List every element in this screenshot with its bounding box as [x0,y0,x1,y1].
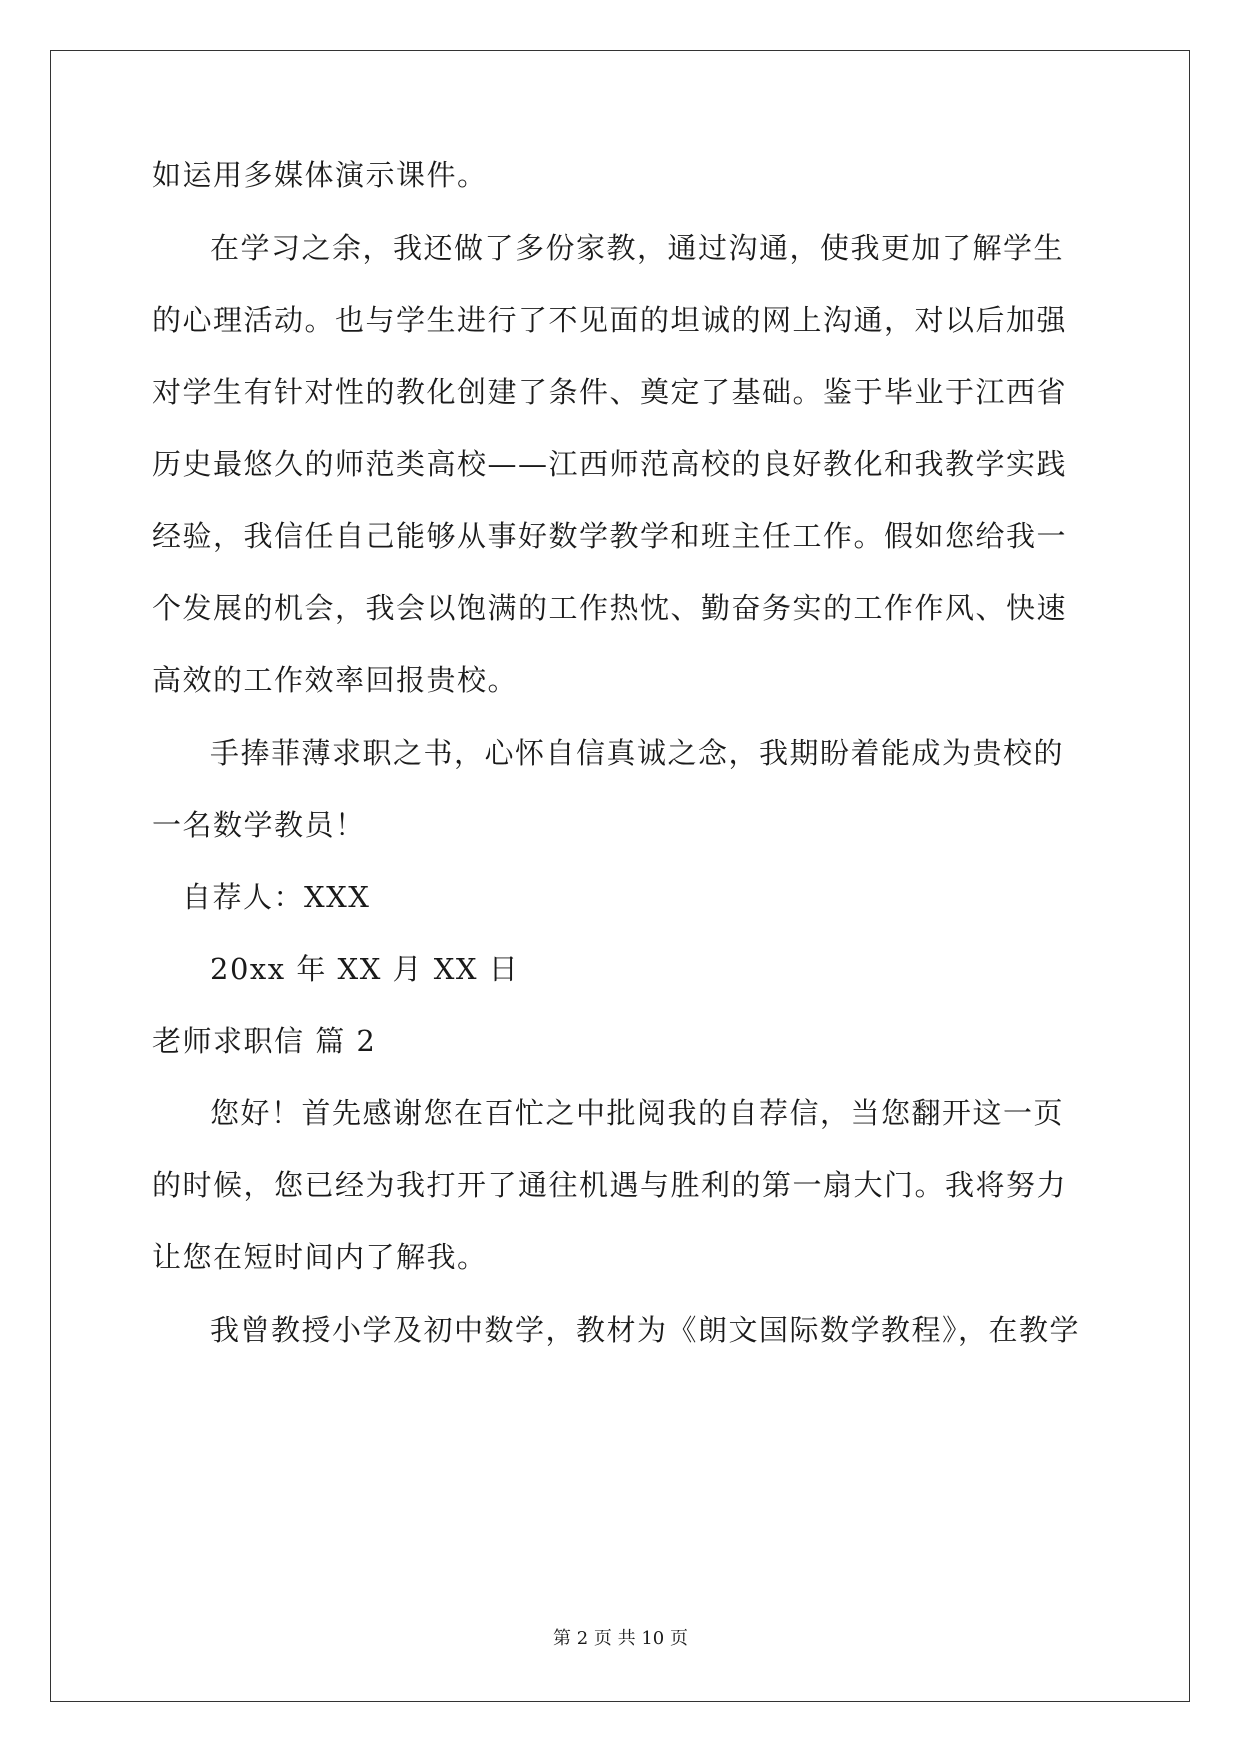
text-line: 您好！首先感谢您在百忙之中批阅我的自荐信，当您翻开这一页 [210,1096,1065,1130]
text-line: 的心理活动。也与学生进行了不见面的坦诚的网上沟通，对以后加强 [152,303,1068,337]
text-line: 历史最悠久的师范类高校——江西师范高校的良好教化和我教学实践 [152,447,1068,481]
page-border [50,50,1190,1702]
text-line: 经验，我信任自己能够从事好数学教学和班主任工作。假如您给我一 [152,519,1068,553]
signature-line: 自荐人：XXX [182,880,371,914]
text-line: 在学习之余，我还做了多份家教，通过沟通，使我更加了解学生 [210,231,1065,265]
text-line: 手捧菲薄求职之书，心怀自信真诚之念，我期盼着能成为贵校的 [210,736,1065,770]
text-line: 对学生有针对性的教化创建了条件、奠定了基础。鉴于毕业于江西省 [152,375,1068,409]
text-line: 一名数学教员！ [152,808,366,842]
page-number-footer: 第 2 页 共 10 页 [553,1628,688,1649]
section-heading: 老师求职信 篇 2 [152,1024,377,1058]
text-line: 高效的工作效率回报贵校。 [152,663,519,697]
date-line: 20xx 年 XX 月 XX 日 [210,952,520,986]
text-line: 的时候，您已经为我打开了通往机遇与胜利的第一扇大门。我将努力 [152,1168,1068,1202]
text-line: 让您在短时间内了解我。 [152,1240,488,1274]
text-line: 如运用多媒体演示课件。 [152,158,488,192]
text-line: 我曾教授小学及初中数学，教材为《朗文国际数学教程》，在教学 [210,1313,1081,1347]
text-line: 个发展的机会，我会以饱满的工作热忱、勤奋务实的工作作风、快速 [152,591,1068,625]
